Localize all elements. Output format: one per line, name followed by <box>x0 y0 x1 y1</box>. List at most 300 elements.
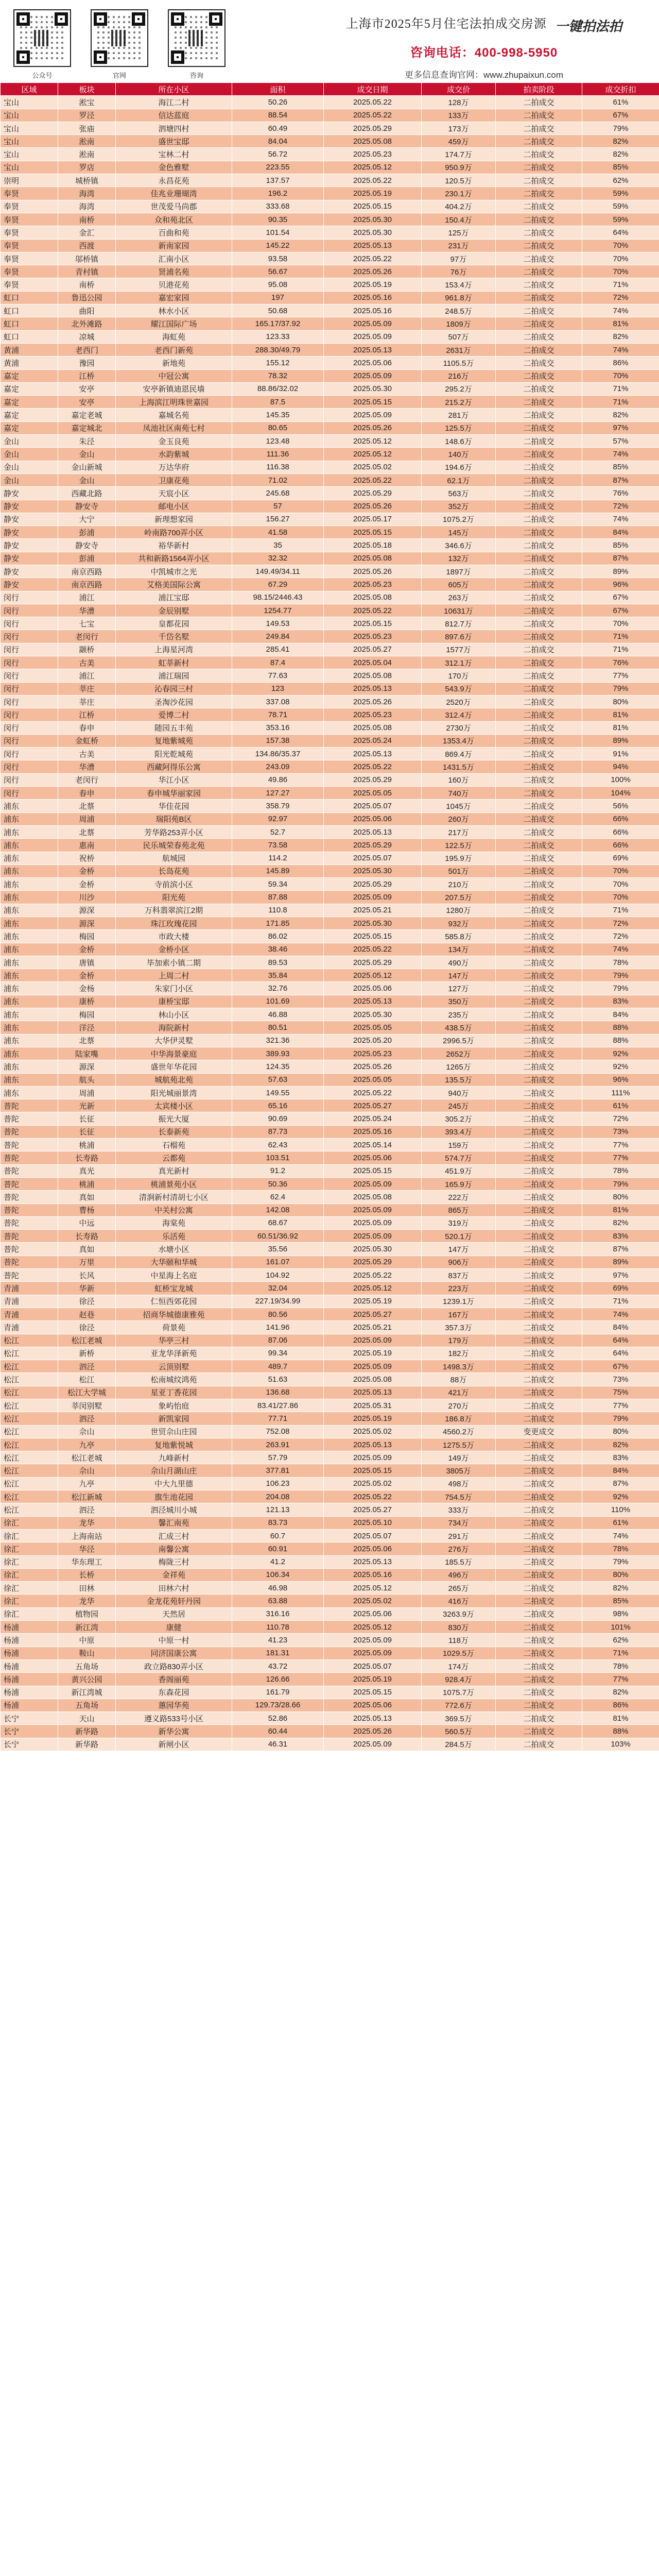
area-cell: 149.49/34.11 <box>232 565 324 578</box>
block-cell: 五角场 <box>58 1659 116 1672</box>
stage-cell: 二拍成交 <box>496 330 582 343</box>
qr-code-icon[interactable] <box>91 9 148 67</box>
district-cell: 松江 <box>1 1386 58 1399</box>
date-cell: 2025.05.09 <box>324 1334 422 1347</box>
community-cell: 长岛花苑 <box>116 865 232 877</box>
table-row <box>1 148 659 161</box>
community-cell: 嘉城名苑 <box>116 409 232 421</box>
qr-block-2[interactable] <box>89 9 150 80</box>
district-cell: 闵行 <box>1 617 58 630</box>
community-cell: 耀江国际广场 <box>116 317 232 330</box>
community-cell: 毕加索小镇二期 <box>116 956 232 969</box>
discount-cell: 72% <box>582 291 659 304</box>
stage-cell: 二拍成交 <box>496 1568 582 1581</box>
discount-cell: 59% <box>582 200 659 213</box>
date-cell: 2025.05.30 <box>324 213 422 226</box>
qr-code-icon[interactable] <box>168 9 226 67</box>
date-cell: 2025.05.30 <box>324 865 422 877</box>
area-cell: 60.49 <box>232 122 324 134</box>
stage-cell: 二拍成交 <box>496 1334 582 1347</box>
discount-cell: 80% <box>582 1191 659 1204</box>
stage-cell: 二拍成交 <box>496 1269 582 1282</box>
district-cell: 松江 <box>1 1399 58 1412</box>
stage-cell: 二拍成交 <box>496 1725 582 1738</box>
date-cell: 2025.05.24 <box>324 734 422 747</box>
community-cell: 金玉良苑 <box>116 435 232 448</box>
community-cell: 中关村公寓 <box>116 1204 232 1216</box>
block-cell: 淞宝 <box>58 96 116 109</box>
district-cell: 奉贤 <box>1 226 58 239</box>
qr-label: 公众号 <box>32 72 53 79</box>
stage-cell: 二拍成交 <box>496 1177 582 1190</box>
district-cell: 嘉定 <box>1 421 58 434</box>
table-row <box>1 695 659 708</box>
table-row <box>1 239 659 252</box>
area-cell: 353.16 <box>232 721 324 734</box>
community-cell: 新凯家园 <box>116 1412 232 1425</box>
table-row <box>1 1282 659 1295</box>
price-cell: 1431.5万 <box>422 760 496 773</box>
stage-cell: 二拍成交 <box>496 891 582 904</box>
community-cell: 林山小区 <box>116 1008 232 1021</box>
community-cell: 水塘小区 <box>116 1243 232 1256</box>
table-row <box>1 278 659 291</box>
area-cell: 32.76 <box>232 982 324 995</box>
stage-cell: 二拍成交 <box>496 1373 582 1386</box>
block-cell: 真如 <box>58 1243 116 1256</box>
block-cell: 罗店 <box>58 161 116 174</box>
discount-cell: 82% <box>582 409 659 421</box>
discount-cell: 67% <box>582 591 659 604</box>
discount-cell: 56% <box>582 800 659 812</box>
community-cell: 安亭新镇迪恩民墙 <box>116 382 232 395</box>
area-cell: 52.7 <box>232 825 324 838</box>
discount-cell: 71% <box>582 278 659 291</box>
stage-cell: 二拍成交 <box>496 1412 582 1425</box>
area-cell: 489.7 <box>232 1360 324 1373</box>
table-row <box>1 800 659 812</box>
price-cell: 128万 <box>422 96 496 109</box>
date-cell: 2025.05.26 <box>324 1060 422 1073</box>
discount-cell: 92% <box>582 1490 659 1503</box>
stage-cell: 二拍成交 <box>496 265 582 278</box>
date-cell: 2025.05.15 <box>324 526 422 539</box>
price-cell: 207.5万 <box>422 891 496 904</box>
discount-cell: 70% <box>582 265 659 278</box>
table-row <box>1 643 659 656</box>
discount-cell: 61% <box>582 1099 659 1112</box>
block-cell: 安亭 <box>58 382 116 395</box>
area-cell: 124.35 <box>232 1060 324 1073</box>
qr-code-icon[interactable] <box>13 9 71 67</box>
discount-cell: 84% <box>582 1464 659 1477</box>
price-cell: 186.8万 <box>422 1412 496 1425</box>
stage-cell: 二拍成交 <box>496 787 582 800</box>
district-cell: 闵行 <box>1 682 58 695</box>
stage-cell: 二拍成交 <box>496 1386 582 1399</box>
area-cell: 149.53 <box>232 617 324 630</box>
discount-cell: 80% <box>582 695 659 708</box>
block-cell: 南京西路 <box>58 578 116 591</box>
community-cell: 盛世宝邸 <box>116 135 232 148</box>
date-cell: 2025.05.15 <box>324 396 422 409</box>
price-cell: 231万 <box>422 239 496 252</box>
block-cell: 洋泾 <box>58 1021 116 1034</box>
district-cell: 奉贤 <box>1 200 58 213</box>
area-cell: 71.02 <box>232 473 324 486</box>
date-cell: 2025.05.12 <box>324 1621 422 1634</box>
district-cell: 闵行 <box>1 748 58 760</box>
area-cell: 389.93 <box>232 1047 324 1060</box>
price-cell: 149万 <box>422 1451 496 1464</box>
qr-label: 官网 <box>112 72 126 79</box>
stage-cell: 二拍成交 <box>496 721 582 734</box>
stage-cell: 二拍成交 <box>496 904 582 917</box>
price-cell: 260万 <box>422 812 496 825</box>
price-cell: 265万 <box>422 1582 496 1595</box>
discount-cell: 96% <box>582 1073 659 1086</box>
stage-cell: 二拍成交 <box>496 226 582 239</box>
community-cell: 泗塘四村 <box>116 122 232 134</box>
date-cell: 2025.05.27 <box>324 1099 422 1112</box>
district-cell: 松江 <box>1 1373 58 1386</box>
stage-cell: 二拍成交 <box>496 1503 582 1516</box>
stage-cell: 二拍成交 <box>496 1360 582 1373</box>
price-cell: 754.5万 <box>422 1490 496 1503</box>
discount-cell: 82% <box>582 1582 659 1595</box>
stage-cell: 二拍成交 <box>496 1047 582 1060</box>
stage-cell: 二拍成交 <box>496 1204 582 1216</box>
discount-cell: 82% <box>582 148 659 161</box>
area-cell: 127.27 <box>232 787 324 800</box>
community-cell: 贤浦名苑 <box>116 265 232 278</box>
price-cell: 147万 <box>422 969 496 982</box>
area-cell: 149.55 <box>232 1086 324 1099</box>
community-cell: 海江二村 <box>116 96 232 109</box>
date-cell: 2025.05.23 <box>324 148 422 161</box>
community-cell: 复地紫城苑 <box>116 734 232 747</box>
block-cell: 颛桥 <box>58 643 116 656</box>
date-cell: 2025.05.27 <box>324 643 422 656</box>
stage-cell: 二拍成交 <box>496 1686 582 1699</box>
stage-cell: 二拍成交 <box>496 1295 582 1308</box>
community-cell: 浦江宝邸 <box>116 591 232 604</box>
discount-cell: 87% <box>582 1477 659 1490</box>
stage-cell: 二拍成交 <box>496 604 582 617</box>
table-row <box>1 1360 659 1373</box>
table-row <box>1 396 659 409</box>
date-cell: 2025.05.19 <box>324 1295 422 1308</box>
area-cell: 57 <box>232 500 324 513</box>
discount-cell: 82% <box>582 135 659 148</box>
area-cell: 134.86/35.37 <box>232 748 324 760</box>
website-link[interactable]: 更多信息查询官网：www.zhupaixun.com <box>405 70 563 80</box>
area-cell: 137.57 <box>232 174 324 187</box>
discount-cell: 69% <box>582 852 659 865</box>
stage-cell: 二拍成交 <box>496 1321 582 1334</box>
community-cell: 沁春园三村 <box>116 682 232 695</box>
discount-cell: 78% <box>582 1543 659 1555</box>
table-row <box>1 1712 659 1725</box>
district-cell: 浦东 <box>1 1060 58 1073</box>
community-cell: 象屿怡庭 <box>116 1399 232 1412</box>
district-cell: 松江 <box>1 1360 58 1373</box>
table-row <box>1 1621 659 1634</box>
block-cell: 静安寺 <box>58 539 116 552</box>
block-cell: 中远 <box>58 1216 116 1229</box>
table-row <box>1 1647 659 1659</box>
discount-cell: 78% <box>582 1164 659 1177</box>
date-cell: 2025.05.13 <box>324 1555 422 1568</box>
block-cell: 新华路 <box>58 1738 116 1751</box>
table-row <box>1 1139 659 1151</box>
block-cell: 真如 <box>58 1191 116 1204</box>
block-cell: 川沙 <box>58 891 116 904</box>
table-row <box>1 421 659 434</box>
block-cell: 曲阳 <box>58 304 116 317</box>
stage-cell: 二拍成交 <box>496 435 582 448</box>
district-cell: 浦东 <box>1 839 58 852</box>
district-cell: 静安 <box>1 539 58 552</box>
price-cell: 812.7万 <box>422 617 496 630</box>
table-row <box>1 304 659 317</box>
price-cell: 140万 <box>422 448 496 461</box>
stage-cell: 二拍成交 <box>496 565 582 578</box>
date-cell: 2025.05.12 <box>324 1582 422 1595</box>
block-cell: 赵巷 <box>58 1308 116 1320</box>
price-cell: 1029.5万 <box>422 1647 496 1659</box>
stage-cell: 二拍成交 <box>496 461 582 473</box>
block-cell: 新桥 <box>58 1347 116 1360</box>
date-cell: 2025.05.08 <box>324 1373 422 1386</box>
block-cell: 光新 <box>58 1099 116 1112</box>
price-cell: 145万 <box>422 526 496 539</box>
community-cell: 海院新村 <box>116 1021 232 1034</box>
community-cell: 阳光城丽景湾 <box>116 1086 232 1099</box>
area-cell: 78.71 <box>232 708 324 721</box>
district-cell: 杨浦 <box>1 1647 58 1659</box>
block-cell: 金桥 <box>58 865 116 877</box>
date-cell: 2025.05.26 <box>324 1725 422 1738</box>
price-cell: 312.4万 <box>422 708 496 721</box>
discount-cell: 79% <box>582 982 659 995</box>
discount-cell: 111% <box>582 1086 659 1099</box>
price-cell: 222万 <box>422 1191 496 1204</box>
stage-cell: 二拍成交 <box>496 969 582 982</box>
district-cell: 青浦 <box>1 1321 58 1334</box>
block-cell: 嘉定城北 <box>58 421 116 434</box>
discount-cell: 74% <box>582 943 659 956</box>
area-cell: 80.51 <box>232 1021 324 1034</box>
district-cell: 徐汇 <box>1 1516 58 1529</box>
date-cell: 2025.05.16 <box>324 1125 422 1138</box>
area-cell: 87.5 <box>232 396 324 409</box>
date-cell: 2025.05.06 <box>324 812 422 825</box>
price-cell: 1045万 <box>422 800 496 812</box>
date-cell: 2025.05.13 <box>324 1438 422 1451</box>
price-cell: 4560.2万 <box>422 1425 496 1438</box>
block-cell: 豫园 <box>58 357 116 369</box>
stage-cell: 二拍成交 <box>496 382 582 395</box>
block-cell: 长征 <box>58 1112 116 1125</box>
community-cell: 蕙园华苑 <box>116 1699 232 1711</box>
qr-block-3[interactable] <box>166 9 228 80</box>
table-row <box>1 200 659 213</box>
stage-cell: 二拍成交 <box>496 1099 582 1112</box>
district-cell: 普陀 <box>1 1099 58 1112</box>
discount-cell: 77% <box>582 1151 659 1164</box>
qr-block-1[interactable] <box>11 9 73 80</box>
stage-cell: 二拍成交 <box>496 357 582 369</box>
price-cell: 404.2万 <box>422 200 496 213</box>
date-cell: 2025.05.21 <box>324 904 422 917</box>
area-cell: 116.38 <box>232 461 324 473</box>
table-row <box>1 1607 659 1620</box>
date-cell: 2025.05.04 <box>324 656 422 669</box>
table-row <box>1 669 659 682</box>
table-row <box>1 982 659 995</box>
discount-cell: 64% <box>582 1347 659 1360</box>
discount-cell: 71% <box>582 396 659 409</box>
price-cell: 2730万 <box>422 721 496 734</box>
area-cell: 46.98 <box>232 1582 324 1595</box>
table-row <box>1 461 659 473</box>
block-cell: 金桥 <box>58 878 116 891</box>
block-cell: 华新 <box>58 1282 116 1295</box>
area-cell: 263.91 <box>232 1438 324 1451</box>
block-cell: 春申 <box>58 787 116 800</box>
price-cell: 2996.5万 <box>422 1034 496 1047</box>
date-cell: 2025.05.15 <box>324 1464 422 1477</box>
auction-table <box>0 82 659 1751</box>
discount-cell: 85% <box>582 461 659 473</box>
block-cell: 安亭 <box>58 396 116 409</box>
area-cell: 156.27 <box>232 513 324 526</box>
discount-cell: 78% <box>582 956 659 969</box>
stage-cell: 二拍成交 <box>496 578 582 591</box>
block-cell: 青村镇 <box>58 265 116 278</box>
table-row <box>1 956 659 969</box>
community-cell: 星亚丁香花园 <box>116 1386 232 1399</box>
district-cell: 浦东 <box>1 1047 58 1060</box>
stage-cell: 二拍成交 <box>496 852 582 865</box>
date-cell: 2025.05.12 <box>324 969 422 982</box>
date-cell: 2025.05.23 <box>324 630 422 643</box>
date-cell: 2025.05.29 <box>324 122 422 134</box>
community-cell: 宝林二村 <box>116 148 232 161</box>
area-cell: 87.06 <box>232 1334 324 1347</box>
block-cell: 九亭 <box>58 1477 116 1490</box>
price-cell: 369.5万 <box>422 1712 496 1725</box>
area-cell: 141.96 <box>232 1321 324 1334</box>
community-cell: 芳华路253弄小区 <box>116 825 232 838</box>
table-row <box>1 369 659 382</box>
area-cell: 41.23 <box>232 1634 324 1647</box>
date-cell: 2025.05.09 <box>324 1204 422 1216</box>
table-row <box>1 122 659 134</box>
stage-cell: 二拍成交 <box>496 135 582 148</box>
price-cell: 352万 <box>422 500 496 513</box>
price-cell: 496万 <box>422 1568 496 1581</box>
district-cell: 浦东 <box>1 800 58 812</box>
table-row <box>1 604 659 617</box>
discount-cell: 77% <box>582 669 659 682</box>
community-cell: 卫康花苑 <box>116 473 232 486</box>
district-cell: 徐汇 <box>1 1607 58 1620</box>
district-cell: 金山 <box>1 435 58 448</box>
price-cell: 932万 <box>422 917 496 930</box>
community-cell: 千岱名墅 <box>116 630 232 643</box>
community-cell: 西藏阿得乐公寓 <box>116 760 232 773</box>
discount-cell: 72% <box>582 917 659 930</box>
stage-cell: 二拍成交 <box>496 187 582 200</box>
district-cell: 嘉定 <box>1 409 58 421</box>
table-row <box>1 1477 659 1490</box>
table-row <box>1 1112 659 1125</box>
community-cell: 阳光苑 <box>116 891 232 904</box>
community-cell: 松南城纹鸿苑 <box>116 1373 232 1386</box>
district-cell: 虹口 <box>1 304 58 317</box>
price-cell: 574.7万 <box>422 1151 496 1164</box>
phone-number: 咨询电话：400-998-5950 <box>410 46 558 60</box>
stage-cell: 二拍成交 <box>496 1555 582 1568</box>
table-row <box>1 500 659 513</box>
price-cell: 291万 <box>422 1529 496 1542</box>
block-cell: 龙华 <box>58 1516 116 1529</box>
block-cell: 海湾 <box>58 187 116 200</box>
district-cell: 浦东 <box>1 1034 58 1047</box>
table-row <box>1 1308 659 1320</box>
district-cell: 闵行 <box>1 760 58 773</box>
community-cell: 皇都花园 <box>116 617 232 630</box>
table-row <box>1 1543 659 1555</box>
date-cell: 2025.05.23 <box>324 708 422 721</box>
district-cell: 浦东 <box>1 917 58 930</box>
district-cell: 浦东 <box>1 995 58 1008</box>
price-cell: 1809万 <box>422 317 496 330</box>
area-cell: 99.34 <box>232 1347 324 1360</box>
district-cell: 松江 <box>1 1503 58 1516</box>
area-cell: 249.84 <box>232 630 324 643</box>
area-cell: 65.16 <box>232 1099 324 1112</box>
community-cell: 新闸小区 <box>116 1738 232 1751</box>
date-cell: 2025.05.09 <box>324 1230 422 1243</box>
column-header: 所在小区 <box>116 83 232 96</box>
area-cell: 91.2 <box>232 1164 324 1177</box>
community-cell: 春申城华丽家园 <box>116 787 232 800</box>
date-cell: 2025.05.13 <box>324 343 422 356</box>
area-cell: 129.73/28.66 <box>232 1699 324 1711</box>
stage-cell: 二拍成交 <box>496 1347 582 1360</box>
discount-cell: 71% <box>582 643 659 656</box>
community-cell: 招商华城德康雅苑 <box>116 1308 232 1320</box>
table-row <box>1 135 659 148</box>
stage-cell: 二拍成交 <box>496 1659 582 1672</box>
area-cell: 83.41/27.86 <box>232 1399 324 1412</box>
area-cell: 78.32 <box>232 369 324 382</box>
block-cell: 唐镇 <box>58 956 116 969</box>
stage-cell: 二拍成交 <box>496 291 582 304</box>
stage-cell: 二拍成交 <box>496 1034 582 1047</box>
date-cell: 2025.05.09 <box>324 1177 422 1190</box>
district-cell: 徐汇 <box>1 1582 58 1595</box>
area-cell: 89.53 <box>232 956 324 969</box>
community-cell: 仁恒西郊花园 <box>116 1295 232 1308</box>
table-row <box>1 1099 659 1112</box>
district-cell: 浦东 <box>1 812 58 825</box>
community-cell: 珠江玫瑰花园 <box>116 917 232 930</box>
discount-cell: 70% <box>582 891 659 904</box>
